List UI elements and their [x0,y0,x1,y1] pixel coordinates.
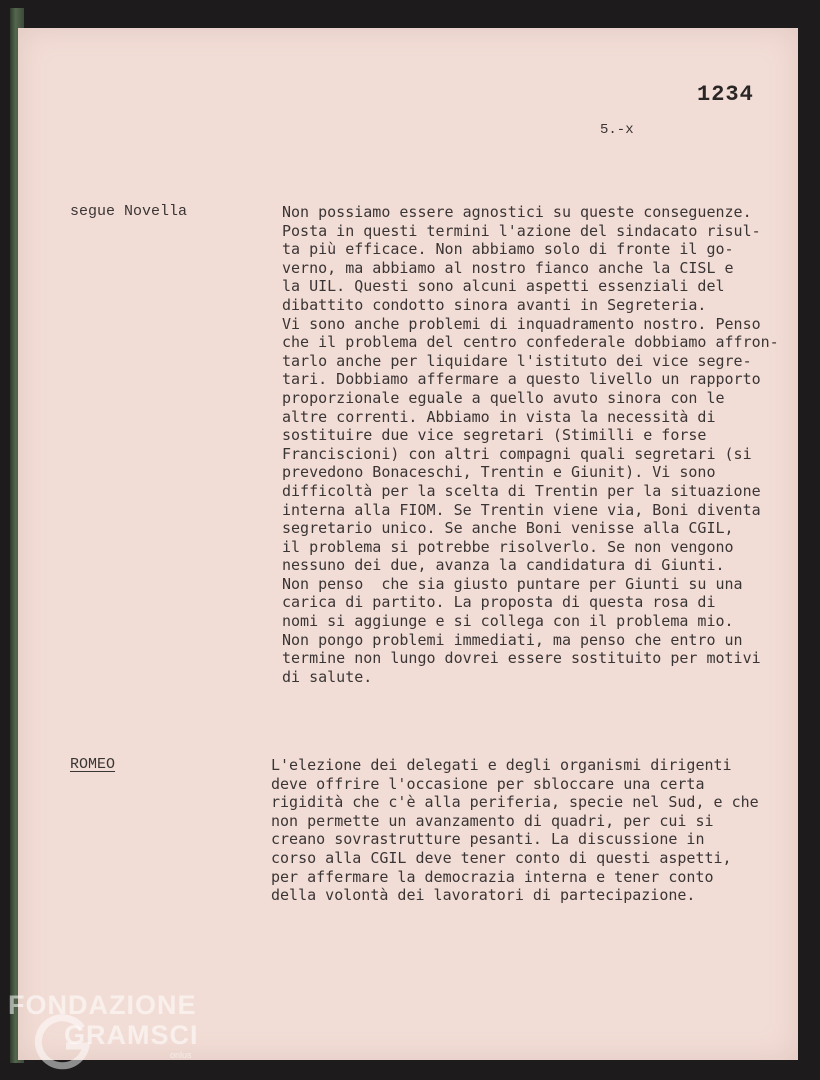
page-number: 1234 [697,82,754,107]
sheet-reference: 5.-x [600,122,634,138]
speaker-label-novella: segue Novella [70,203,188,220]
speech-paragraph-novella: Non possiamo essere agnostici su queste conseguenze. Posta in questi termini l'azione del sindacato risul- ta più efficace. Non abbiamo solo di fronte il go- verno, ma abbiamo al nostro fianco anche la CISL e la UIL. Questi sono alcuni aspetti essenziali del dibattito condotto sinora avanti in Segreteria. Vi sono anche problemi di inquadramento nostro. Penso che il problema del centro confederale dobbiamo affron- tarlo anche per liquidare l'istituto dei vice segre- tari. Dobbiamo affermare a questo livello un rapporto proporzionale eguale a quello avuto sinora con le altre correnti. Abbiamo in vista la necessità di sostituire due vice segretari (Stimilli e forse Franciscioni) con altri compagni quali segretari (si prevedono Bonaceschi, Trentin e Giunit). Vi sono difficoltà per la scelta di Trentin per la situazione interna alla FIOM. Se Trentin viene via, Boni diventa segretario unico. Se anche Boni venisse alla CGIL, il problema si potrebbe risolverlo. Se non vengono nessuno dei due, avanza la candidatura di Giunti. Non penso che sia giusto puntare per Giunti su una carica di partito. La proposta di questa rosa di nomi si aggiunge e si collega con il problema mio. Non pongo problemi immediati, ma penso che entro un termine non lungo dovrei essere sostituito per motivi di salute. [282,203,779,686]
speech-paragraph-romeo: L'elezione dei delegati e degli organismi dirigenti deve offrire l'occasione per sbloccare una certa rigidità che c'è alla periferia, specie nel Sud, e che non permette un avanzamento di quadri, per cui si creano sovrastrutture pesanti. La discussione in corso alla CGIL deve tener conto di questi aspetti, per affermare la democrazia interna e tener conto della volontà dei lavoratori di partecipazione. [271,756,759,905]
speaker-label-romeo: ROMEO [70,756,116,773]
fondazione-gramsci-watermark [4,990,204,1070]
watermark-line-2: GRAMSCI [64,1020,199,1050]
watermark-line-3: onlus [170,1050,192,1060]
watermark-line-1: FONDAZIONE [8,990,197,1020]
